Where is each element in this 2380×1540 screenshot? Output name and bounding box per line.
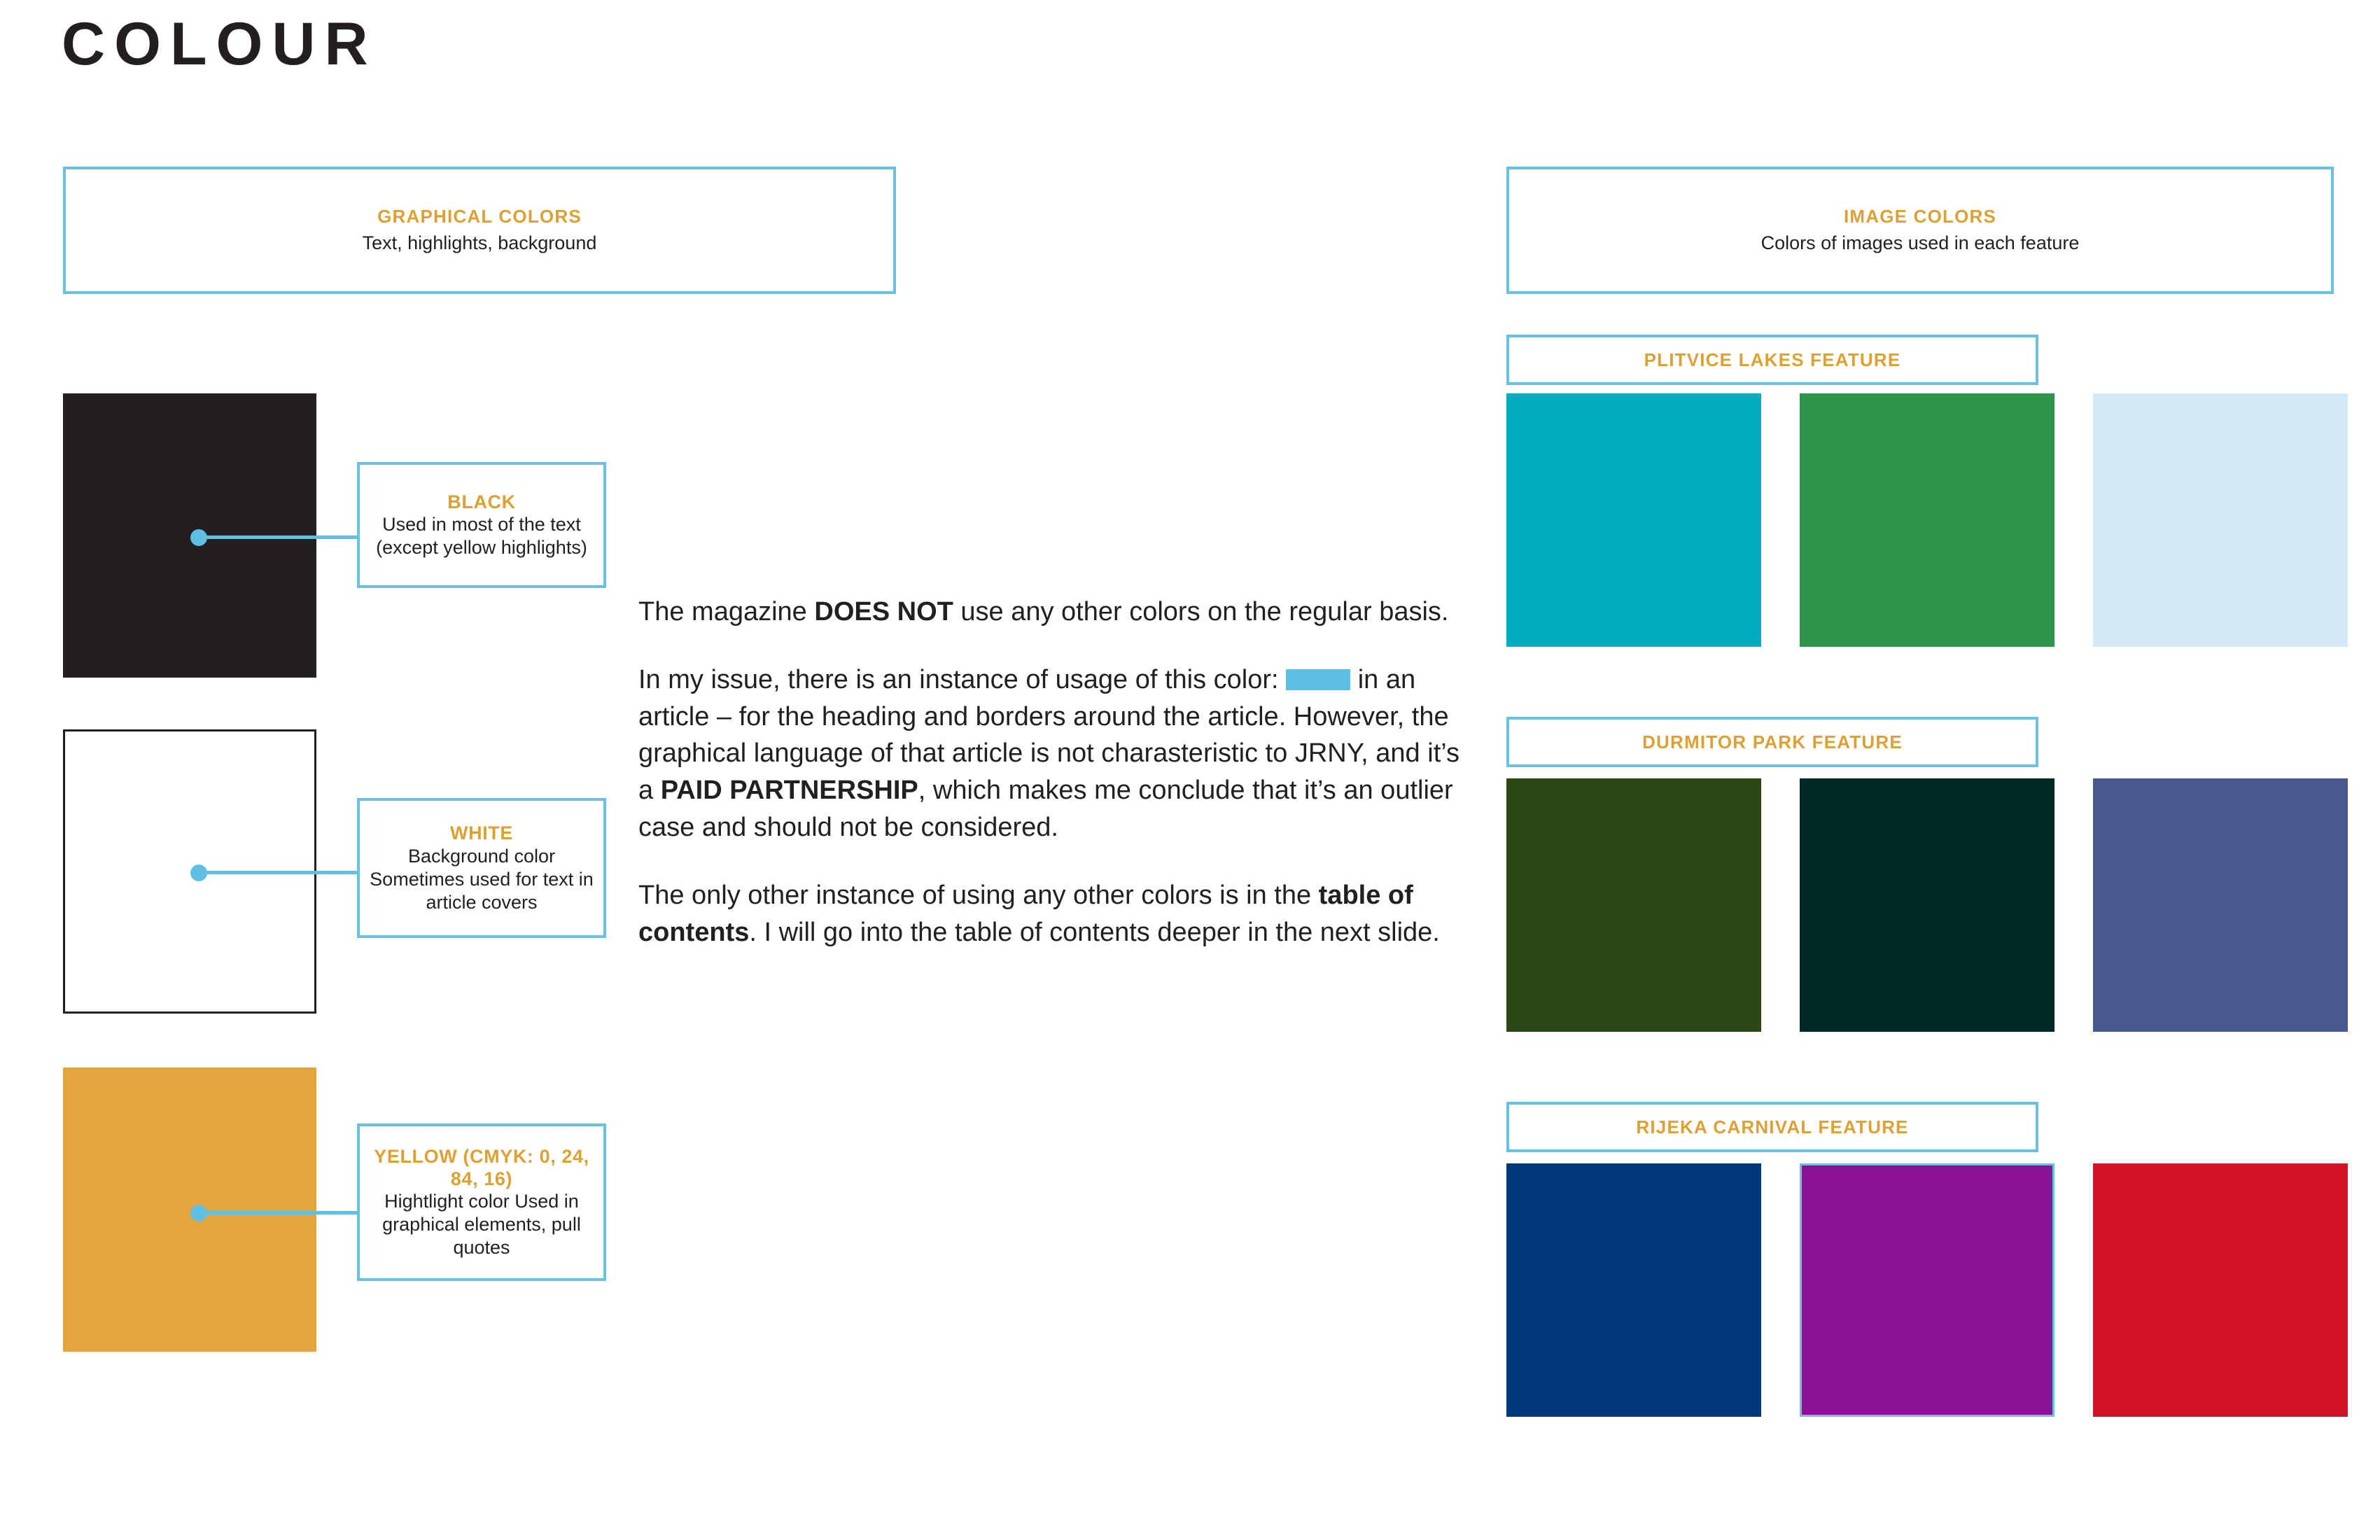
- graphical-colors-title: GRAPHICAL COLORS: [377, 206, 582, 227]
- p2-text-a: In my issue, there is an instance of usage of this color:: [638, 664, 1287, 694]
- feature-label-durmitor: DURMITOR PARK FEATURE: [1642, 731, 1903, 752]
- connector-dot-black: [190, 529, 207, 546]
- swatch-row-durmitor: [1506, 778, 2348, 1032]
- body-paragraph-2: [638, 662, 1464, 846]
- swatch-row-rijeka: [1506, 1163, 2348, 1417]
- image-swatch-rijeka-3: [2093, 1163, 2348, 1417]
- graphical-colors-header: [63, 167, 896, 294]
- feature-bar-durmitor: [1506, 717, 2038, 767]
- page-title: COLOUR: [62, 10, 377, 78]
- image-colors-title: IMAGE COLORS: [1843, 206, 1997, 227]
- p2-text-c: , which makes me conclude that it’s an outlier case and should not be considered.: [638, 776, 1453, 843]
- image-colors-header: [1506, 167, 2334, 294]
- connector-line-black: [198, 536, 358, 539]
- feature-label-plitvice: PLITVICE LAKES FEATURE: [1644, 349, 1901, 370]
- inline-color-chip: [1286, 669, 1350, 690]
- p3-bold: table of contents: [638, 880, 1413, 947]
- feature-label-rijeka: RIJEKA CARNIVAL FEATURE: [1636, 1116, 1909, 1138]
- connector-line-white: [198, 871, 358, 874]
- callout-black: [357, 462, 606, 588]
- callout-white: [357, 798, 606, 938]
- yellow-swatch: [63, 1068, 316, 1352]
- callout-yellow-title: YELLOW (CMYK: 0, 24, 84, 16): [374, 1145, 589, 1190]
- callout-black-title: BLACK: [447, 491, 516, 512]
- callout-yellow-description: Hightlight color Used in graphical elements, pull quotes: [382, 1191, 581, 1259]
- p2-bold: PAID PARTNERSHIP: [660, 776, 918, 806]
- image-swatch-durmitor-2: [1800, 778, 2054, 1032]
- p3-text-b: . I will go into the table of contents deeper in the next slide.: [749, 917, 1440, 947]
- image-swatch-plitvice-2: [1800, 393, 2054, 647]
- image-colors-subtitle: Colors of images used in each feature: [1760, 232, 2080, 253]
- callout-white-description: Background color Sometimes used for text in article covers: [370, 845, 594, 913]
- p3-text-a: The only other instance of using any other colors is in the: [638, 880, 1319, 910]
- image-swatch-durmitor-1: [1506, 778, 1761, 1032]
- p2-text-b: in an article – for the heading and borders around the article. However, the graphical language of that article is not charasteristic to JRNY, and it’s a: [638, 664, 1460, 806]
- callout-yellow: [357, 1124, 606, 1281]
- body-paragraph-1: [638, 594, 1464, 631]
- connector-line-yellow: [198, 1211, 358, 1214]
- graphical-colors-subtitle: Text, highlights, background: [362, 232, 597, 253]
- p1-bold: DOES NOT: [814, 597, 953, 626]
- p1-text-b: use any other colors on the regular basis.: [953, 597, 1449, 626]
- swatch-row-plitvice: [1506, 393, 2348, 647]
- feature-bar-rijeka: [1506, 1102, 2038, 1152]
- image-swatch-plitvice-1: [1506, 393, 1761, 647]
- body-copy: [638, 594, 1464, 951]
- image-swatch-rijeka-1: [1506, 1163, 1761, 1417]
- connector-dot-yellow: [190, 1205, 207, 1222]
- body-paragraph-3: [638, 877, 1464, 951]
- callout-black-description: Used in most of the text (except yellow highlights): [376, 514, 587, 559]
- feature-bar-plitvice: [1506, 335, 2038, 385]
- image-swatch-plitvice-3: [2093, 393, 2348, 647]
- callout-white-title: WHITE: [450, 822, 513, 844]
- connector-dot-white: [190, 864, 207, 881]
- image-swatch-rijeka-2: [1800, 1163, 2054, 1417]
- p1-text-a: The magazine: [638, 597, 815, 626]
- image-swatch-durmitor-3: [2093, 778, 2348, 1032]
